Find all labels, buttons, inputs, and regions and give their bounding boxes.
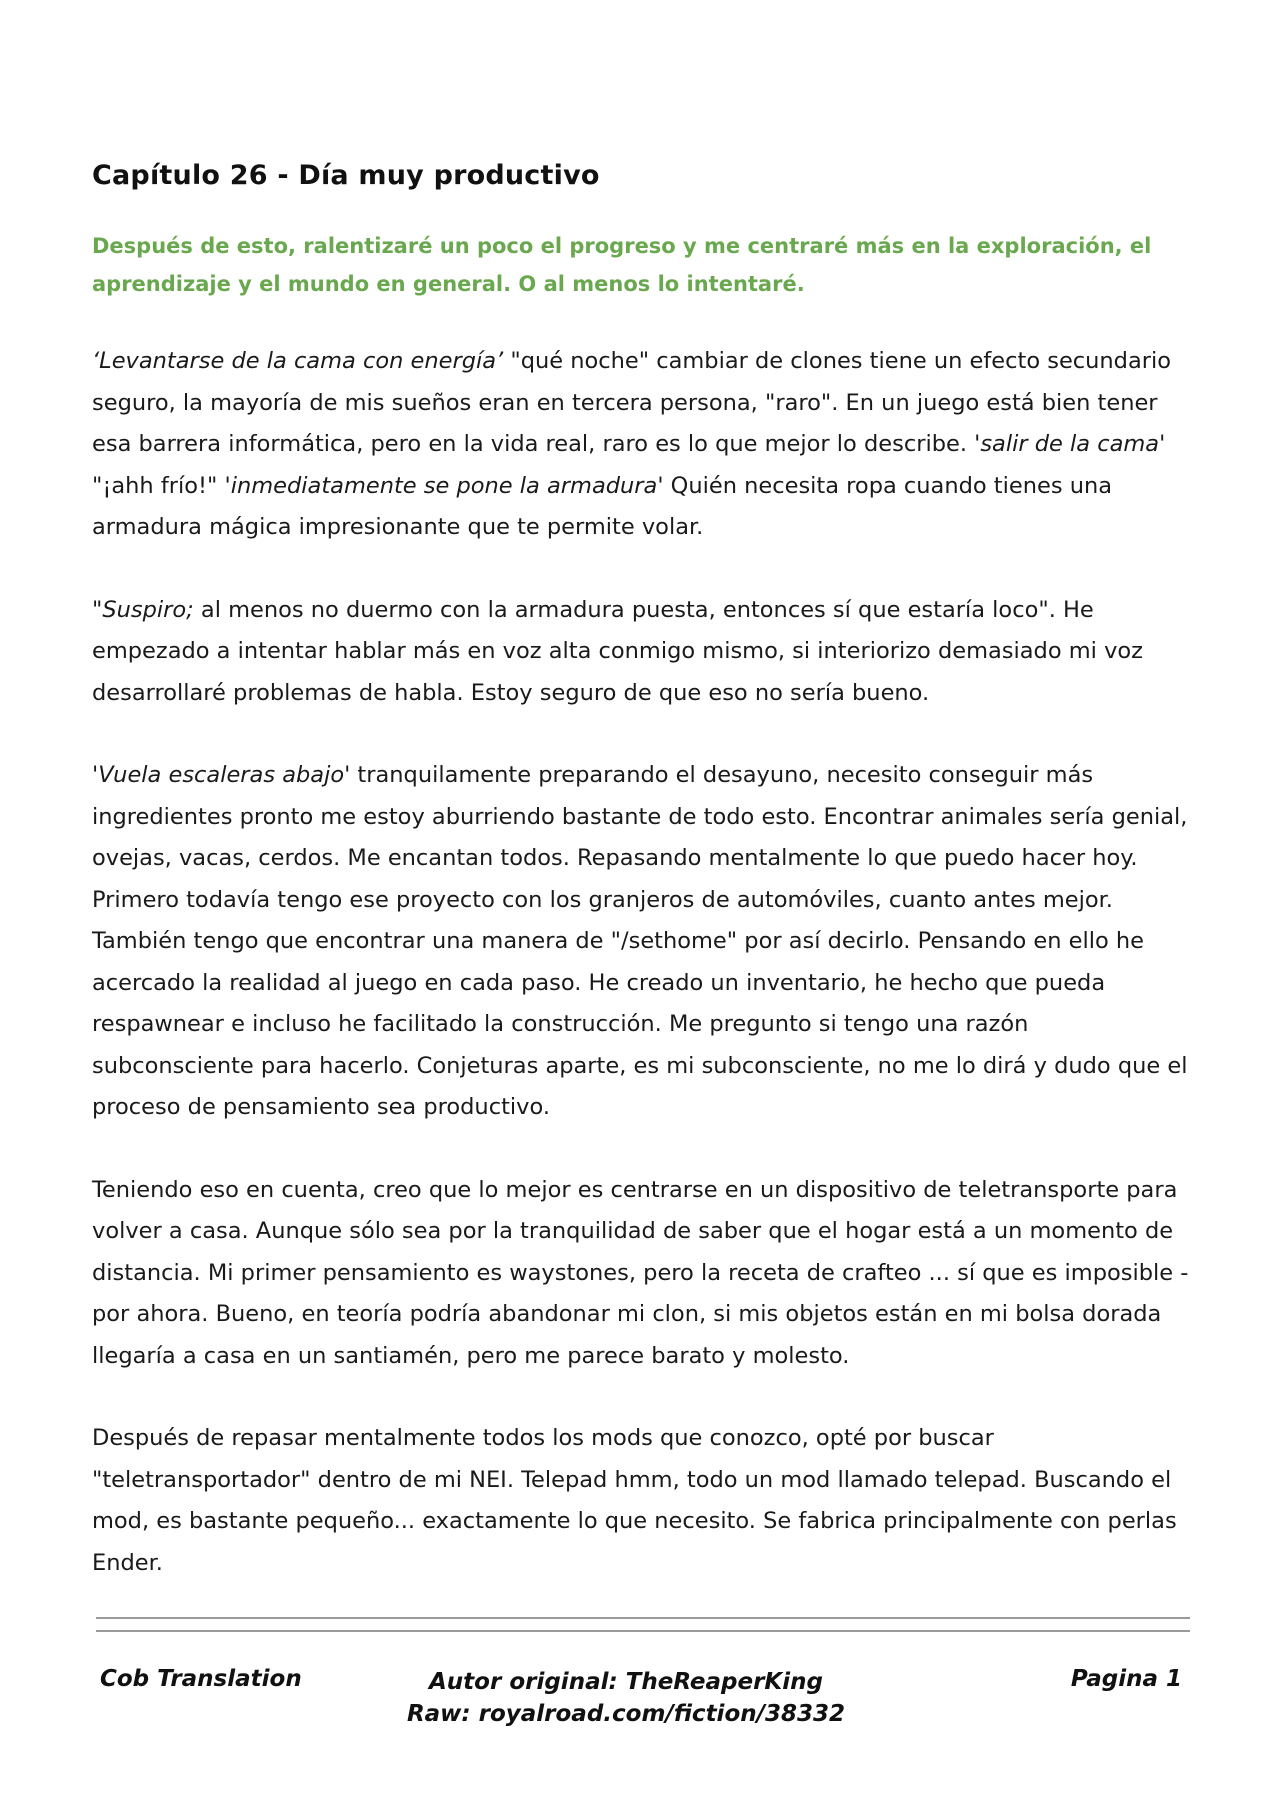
paragraph — [92, 590, 1196, 715]
text-run: ' tranquilamente preparando el desayuno, necesito conseguir más ingredientes pronto me estoy aburriendo bastante de todo esto. Encontrar animales sería genial, ovejas, vacas, cerdos. Me encantan todos. Repasando mentalmente lo que puedo hacer hoy. Primero todavía tengo ese proyecto con los granjeros de automóviles, cuanto antes mejor. También tengo que encontrar una manera de "/sethome" por así decirlo. Pensando en ello he acercado la realidad al juego en cada paso. He creado un inventario, he hecho que pueda respawnear e incluso he facilitado la construcción. Me pregunto si tengo una razón subconsciente para hacerlo. Conjeturas aparte, es mi subconsciente, no me lo dirá y dudo que el proceso de pensamiento sea productivo. — [92, 762, 1188, 1121]
footer-source: Raw: royalroad.com/fiction/38332 — [406, 1701, 846, 1727]
footer-page-number: Pagina 1 — [1070, 1666, 1182, 1692]
paragraph — [92, 1170, 1196, 1378]
paragraph — [92, 755, 1196, 1129]
text-run: Después de repasar mentalmente todos los mods que conozco, opté por buscar "teletransportador" dentro de mi NEI. Telepad hmm, todo un mod llamado telepad. Buscando el mod, es bastante pequeño... exactamente lo que necesito. Se fabrica principalmente con perlas Ender. — [92, 1425, 1177, 1576]
page-footer — [96, 1617, 1190, 1746]
italic-run: Vuela escaleras abajo — [98, 762, 345, 789]
italic-run: inmediatamente se pone la armadura — [230, 472, 658, 499]
text-run: ' Quién necesita ropa cuando tienes una armadura mágica impresionante que te permite volar. — [92, 472, 1113, 541]
text-run: ' "¡ahh frío!" ' — [92, 431, 1166, 499]
text-run: "qué noche" cambiar de clones tiene un efecto secundario seguro, la mayoría de mis sueños eran en tercera persona, "raro". En un juego está bien tener esa barrera informática, pero en la vida real, raro es lo que mejor lo describe. ' — [92, 348, 1172, 458]
footer-row — [96, 1666, 1190, 1746]
chapter-content — [92, 158, 1196, 1625]
paragraph — [92, 341, 1196, 549]
text-run: ' — [92, 762, 99, 789]
paragraph — [92, 1418, 1196, 1584]
chapter-title: Capítulo 26 - Día muy productivo — [92, 160, 600, 191]
text-run: " — [92, 596, 103, 623]
footer-credits — [346, 1666, 906, 1730]
footer-author: Autor original: TheReaperKing — [429, 1669, 823, 1695]
translator-note: Después de esto, ralentizaré un poco el progreso y me centraré más en la exploración, el aprendizaje y el mundo en general. O al menos lo intentaré. — [92, 234, 1152, 297]
footer-translator: Cob Translation — [100, 1666, 302, 1692]
italic-run: Suspiro; — [102, 596, 194, 623]
italic-run: salir de la cama — [980, 431, 1160, 458]
footer-rule — [96, 1630, 1190, 1632]
text-run: al menos no duermo con la armadura puesta, entonces sí que estaría loco". He empezado a intentar hablar más en voz alta conmigo mismo, si interiorizo demasiado mi voz desarrollaré problemas de habla. Estoy seguro de que eso no sería bueno. — [92, 596, 1143, 706]
italic-run: ‘Levantarse de la cama con energía’ — [92, 348, 504, 375]
footer-rule — [96, 1617, 1190, 1619]
text-run: Teniendo eso en cuenta, creo que lo mejor es centrarse en un dispositivo de teletransporte para volver a casa. Aunque sólo sea por la tranquilidad de saber que el hogar está a un momento de distancia. Mi primer pensamiento es waystones, pero la receta de crafteo ... sí que es imposible - por ahora. Bueno, en teoría podría abandonar mi clon, si mis objetos están en mi bolsa dorada llegaría a casa en un santiamén, pero me parece barato y molesto. — [92, 1176, 1189, 1369]
